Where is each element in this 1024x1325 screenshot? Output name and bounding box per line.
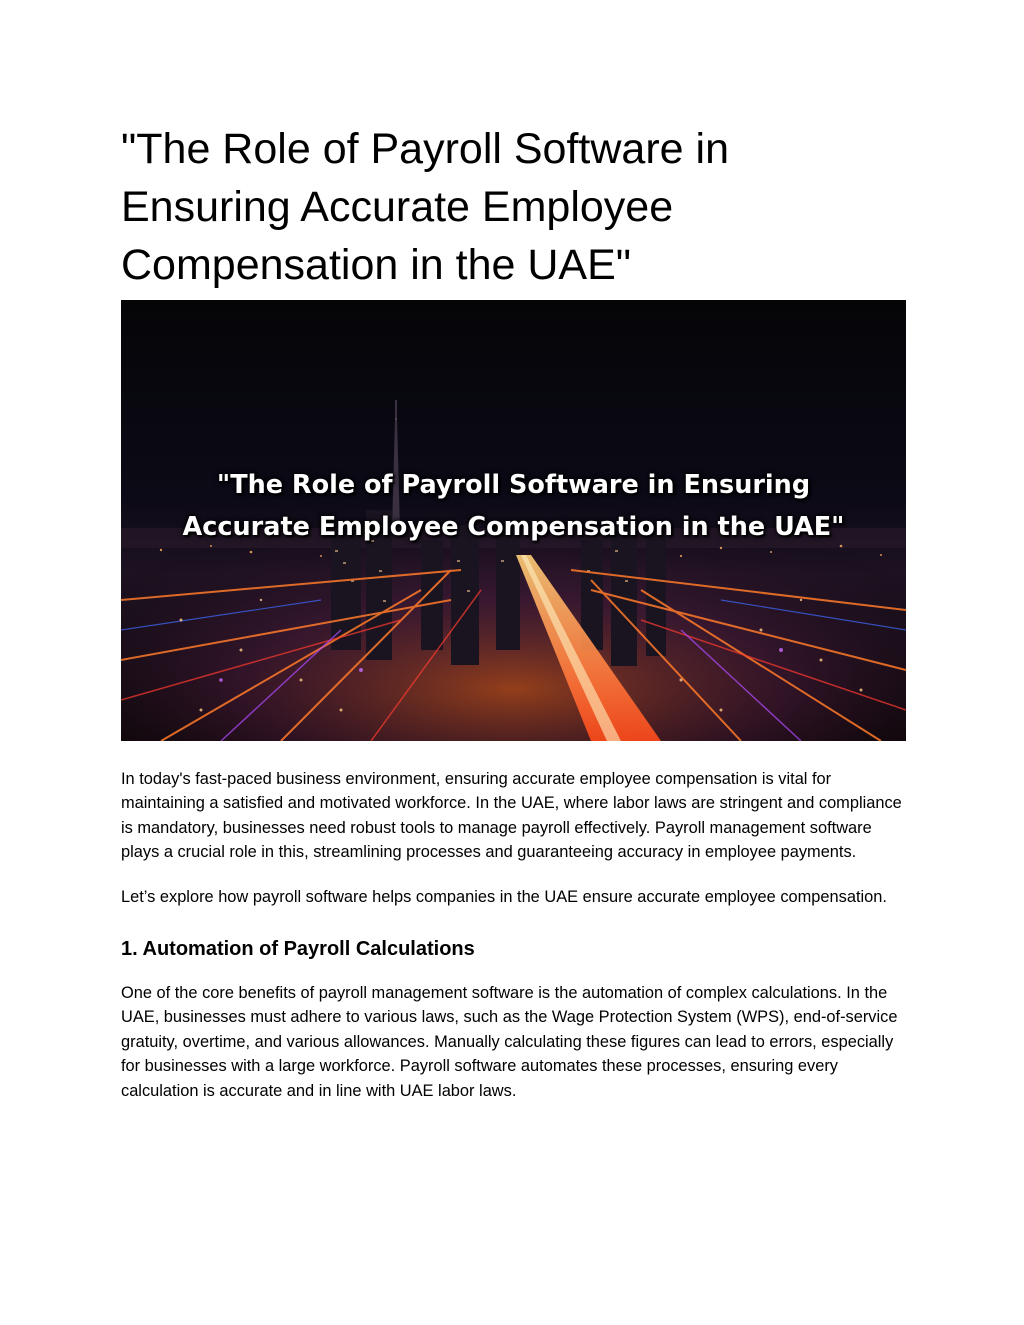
intro-paragraph: In today's fast-paced business environment, ensuring accurate employee compensation is vital for maintaining a satisfied and motivated workforce. In the UAE, where labor laws are stringent and compliance is mandatory, businesses need robust tools to manage payroll effectively. Payroll management software plays a crucial role in this, streamlining processes and guaranteeing accuracy in employee payments.: [121, 770, 902, 862]
hero-caption: [121, 464, 906, 548]
title-line-1: "The Role of Payroll Software in: [121, 125, 729, 173]
section-heading-automation: 1. Automation of Payroll Calculations: [121, 938, 475, 961]
hero-caption-line-1: "The Role of Payroll Software in Ensuring: [216, 470, 811, 500]
document-title: [121, 120, 906, 294]
document-header: [121, 120, 906, 294]
explore-paragraph: Let’s explore how payroll software helps companies in the UAE ensure accurate employee compensation.: [121, 887, 887, 906]
hero-image: [121, 300, 906, 741]
title-line-3: Compensation in the UAE": [121, 241, 632, 289]
document-body: [121, 767, 906, 1123]
section-body-automation: One of the core benefits of payroll management software is the automation of complex calculations. In the UAE, businesses must adhere to various laws, such as the Wage Protection System (WPS), end-of-service gratuity, overtime, and various allowances. Manually calculating these figures can lead to errors, especially for businesses with a large workforce. Payroll software automates these processes, ensuring every calculation is accurate and in line with UAE labor laws.: [121, 984, 898, 1100]
hero-caption-line-2: Accurate Employee Compensation in the UAE": [182, 512, 845, 542]
title-line-2: Ensuring Accurate Employee: [121, 183, 674, 231]
